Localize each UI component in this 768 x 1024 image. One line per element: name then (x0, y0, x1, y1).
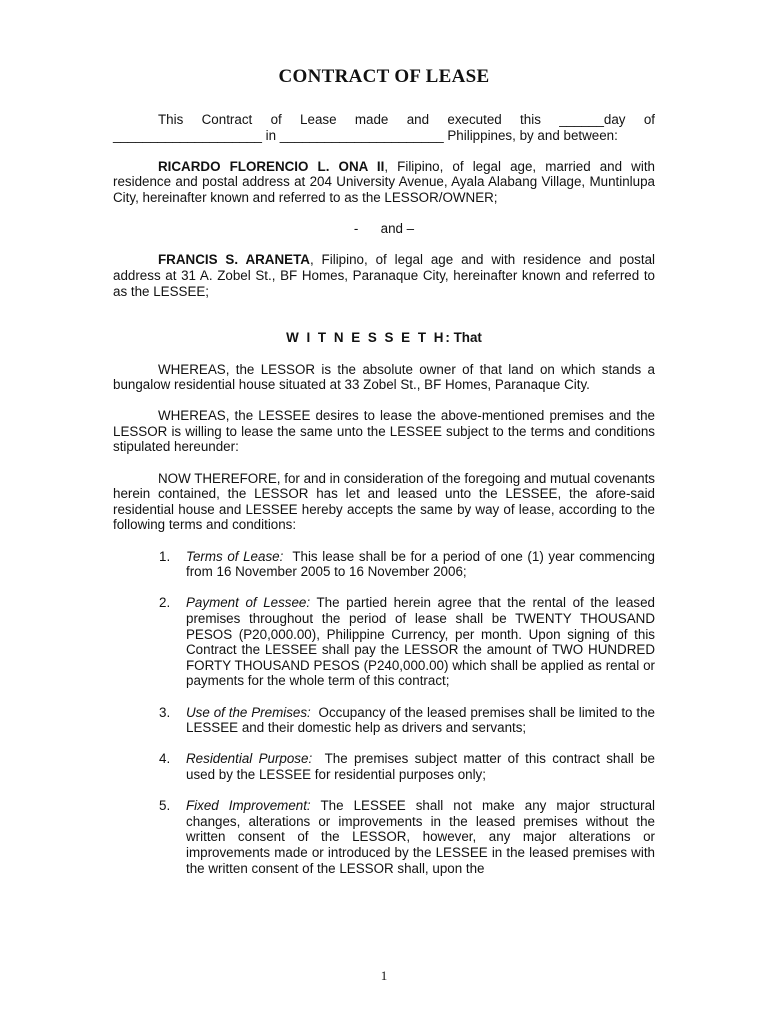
term-number: 1. (159, 548, 171, 564)
witnesseth-word: W I T N E S S E T H (286, 330, 446, 346)
term-heading: Residential Purpose: (186, 751, 313, 767)
document-body (113, 112, 659, 892)
term-text: The premises subject matter of this contract shall be used by the LESSEE for residential purposes only; (186, 751, 659, 782)
term-heading: Use of the Premises: (186, 704, 311, 720)
term-heading: Terms of Lease: (186, 548, 284, 564)
term-text: The LESSEE shall not make any major structural changes, alterations or improvements in the leased premises without the written consent of the LESSOR, however, any major alterations or improvements made or introduced by the LESSEE in the leased premises with the written consent of the LESSOR shall, upon the (186, 798, 655, 876)
lessor-details: , Filipino, of legal age, married and with residence and postal address at 204 University Avenue, Ayala Alabang Village, Muntinlupa City, hereinafter known and referred to as the LESSOR/OWNER; (113, 158, 655, 205)
lessee-details: , Filipino, of legal age and with residence and postal address at 31 A. Zobel St., BF Homes, Paranaque City, hereinafter known and referred to as the LESSEE; (113, 252, 655, 299)
term-item (113, 751, 659, 782)
term-item (113, 595, 655, 689)
witnesseth-tail: : That (445, 330, 482, 346)
term-heading: Fixed Improvement: (186, 798, 311, 814)
terms-list (113, 548, 659, 876)
lessee-name: FRANCIS S. ARANETA (158, 252, 310, 268)
intro-paragraph: This Contract of Lease made and executed this ______day of ____________________ in ______________________ Philippines, by and between: (113, 112, 655, 143)
term-text: This lease shall be for a period of one (1) year commencing from 16 November 2005 to 16 November 2006; (186, 548, 659, 580)
whereas-paragraph-2: WHEREAS, the LESSEE desires to lease the above-mentioned premises and the LESSOR is willing to lease the same unto the LESSEE subject to the terms and conditions stipulated hereunder: (113, 408, 655, 455)
term-number: 5. (159, 798, 171, 814)
term-text: The partied herein agree that the rental of the leased premises throughout the period of lease shall be TWENTY THOUSAND PESOS (P20,000.00), Philippine Currency, per month. Upon signing of this Contract the LESSEE shall pay the LESSOR the amount of TWO HUNDRED FORTY THOUSAND PESOS (P240,000.00) which shall be applied as rental or payments for the whole term of this contract; (186, 595, 655, 689)
document-title: CONTRACT OF LEASE (278, 66, 490, 87)
page-number: 1 (380, 968, 388, 983)
term-item (113, 704, 659, 736)
term-number: 4. (159, 751, 171, 767)
lessor-paragraph (113, 159, 655, 206)
now-therefore-paragraph: NOW THEREFORE, for and in consideration of the foregoing and mutual covenants herein contained, the LESSOR has let and leased unto the LESSEE, the afore-said residential house and LESSEE hereby accepts the same by way of lease, according to the following terms and conditions: (113, 470, 655, 533)
term-item (113, 548, 659, 580)
lessee-paragraph (113, 252, 655, 299)
whereas-paragraph-1: WHEREAS, the LESSOR is the absolute owner of that land on which stands a bungalow residential house situated at 33 Zobel St., BF Homes, Paranaque City. (113, 361, 655, 393)
lessor-name: RICARDO FLORENCIO L. ONA II (158, 158, 385, 174)
term-heading: Payment of Lessee: (186, 595, 311, 611)
term-text: Occupancy of the leased premises shall be limited to the LESSEE and their domestic help as drivers and servants; (186, 704, 659, 736)
witnesseth-heading (113, 315, 655, 346)
and-separator: - and – (353, 221, 415, 237)
term-number: 3. (159, 704, 171, 720)
term-number: 2. (159, 595, 171, 611)
term-item (113, 798, 655, 876)
